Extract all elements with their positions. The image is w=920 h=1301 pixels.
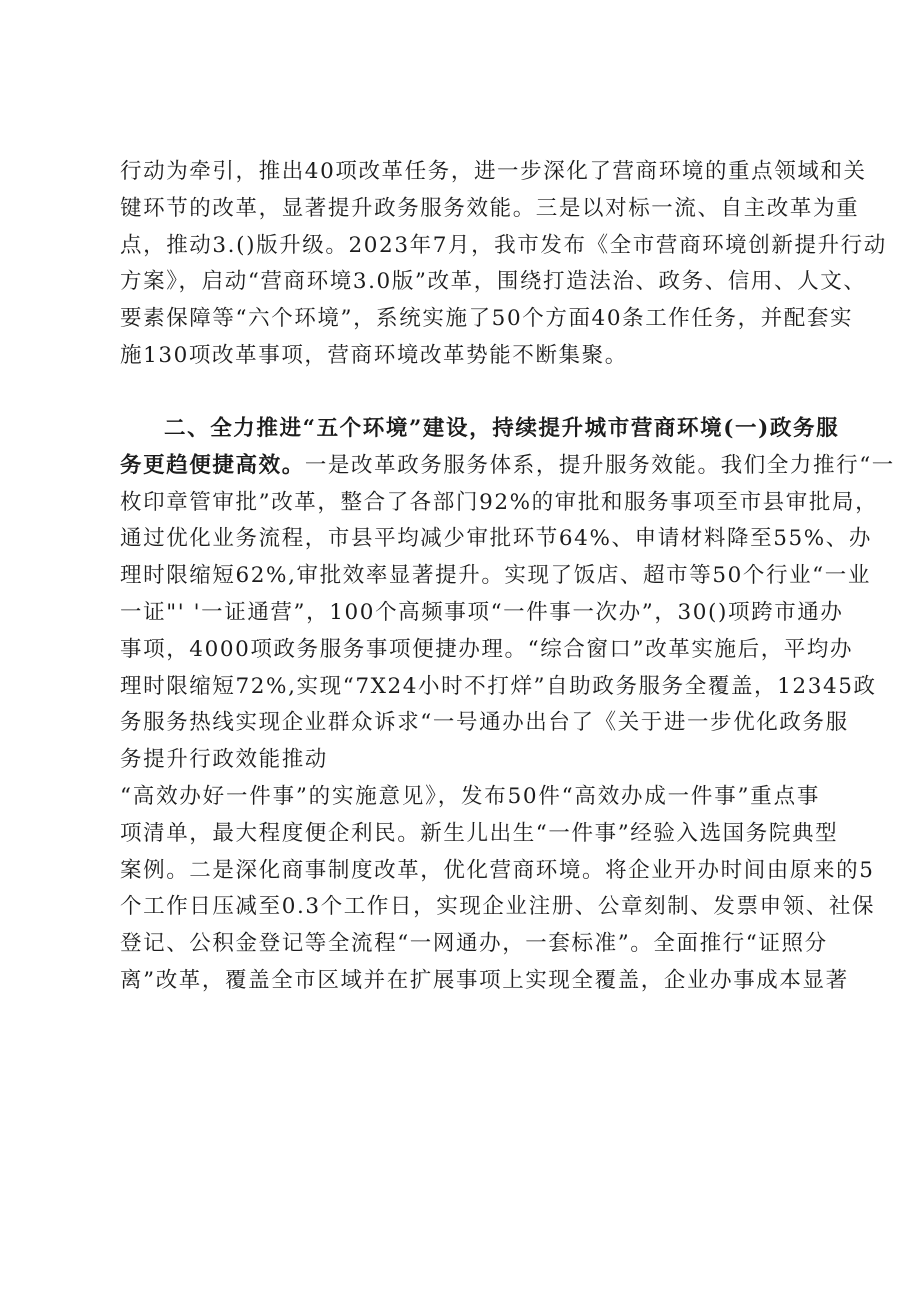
text-line-rest: 一是改革政务服务体系，提升服务效能。我们全力推行“一 [304,452,895,478]
text-line: 理时限缩短62%,审批效率显著提升。实现了饭店、超市等50个行业“一业 [120,563,871,589]
text-line: 要素保障等“六个环境”，系统实施了50个方面40条工作任务，并配套实 [120,306,854,332]
section-heading: 二、全力推进“五个环境”建设，持续提升城市营商环境(一)政务服 [164,416,840,441]
text-line: 键环节的改革，显著提升政务服务效能。三是以对标一流、自主改革为重 [120,195,860,221]
text-line: 理时限缩短72%,实现“7X24小时不打烊”自助政务服务全覆盖，12345政 [120,673,877,699]
text-line: 点，推动3.()版升级。2023年7月，我市发布《全市营商环境创新提升行动 [120,232,887,258]
text-line-mixed [120,448,895,485]
text-line: 一证"' '一证通营”，100个高频事项“一件事一次办”，30()项跨市通办 [120,599,844,625]
text-line: 离”改革，覆盖全市区域并在扩展事项上实现全覆盖，企业办事成本显著 [120,967,849,993]
paragraph-reform-tasks [120,154,887,375]
text-line: 施130项改革事项，营商环境改革势能不断集聚。 [120,342,628,368]
text-line: 通过优化业务流程，市县平均减少审批环节64%、申请材料降至55%、办 [120,526,872,552]
text-line: “高效办好一件事”的实施意见》，发布50件“高效办成一件事”重点事 [120,783,820,809]
text-line: 务服务热线实现企业群众诉求“一号通办出台了《关于进一步优化政务服 [120,710,849,736]
text-line: 枚印章管审批”改革，整合了各部门92%的审批和服务事项至市县审批局， [120,489,879,515]
paragraph-five-environments [120,411,895,1000]
text-line: 案例。二是深化商事制度改革，优化营商环境。将企业开办时间由原来的5 [120,857,875,883]
text-line: 方案》，启动“营商环境3.0版”改革，围绕打造法治、政务、信用、人文、 [120,269,867,295]
text-line: 登记、公积金登记等全流程“一网通办，一套标准”。全面推行“证照分 [120,931,828,957]
text-line: 个工作日压减至0.3个工作日，实现企业注册、公章刻制、发票申领、社保 [120,894,876,920]
text-line: 行动为牵引，推出40项改革任务，进一步深化了营商环境的重点领域和关 [120,159,867,184]
section-subheading: 务更趋便捷高效。 [120,452,305,478]
text-line: 项清单，最大程度便企利民。新生儿出生“一件事”经验入选国务院典型 [120,820,839,846]
text-line: 务提升行政效能推动 [120,747,328,773]
text-line: 事项，4000项政务服务事项便捷办理。“综合窗口”改革实施后，平均办 [120,636,854,662]
